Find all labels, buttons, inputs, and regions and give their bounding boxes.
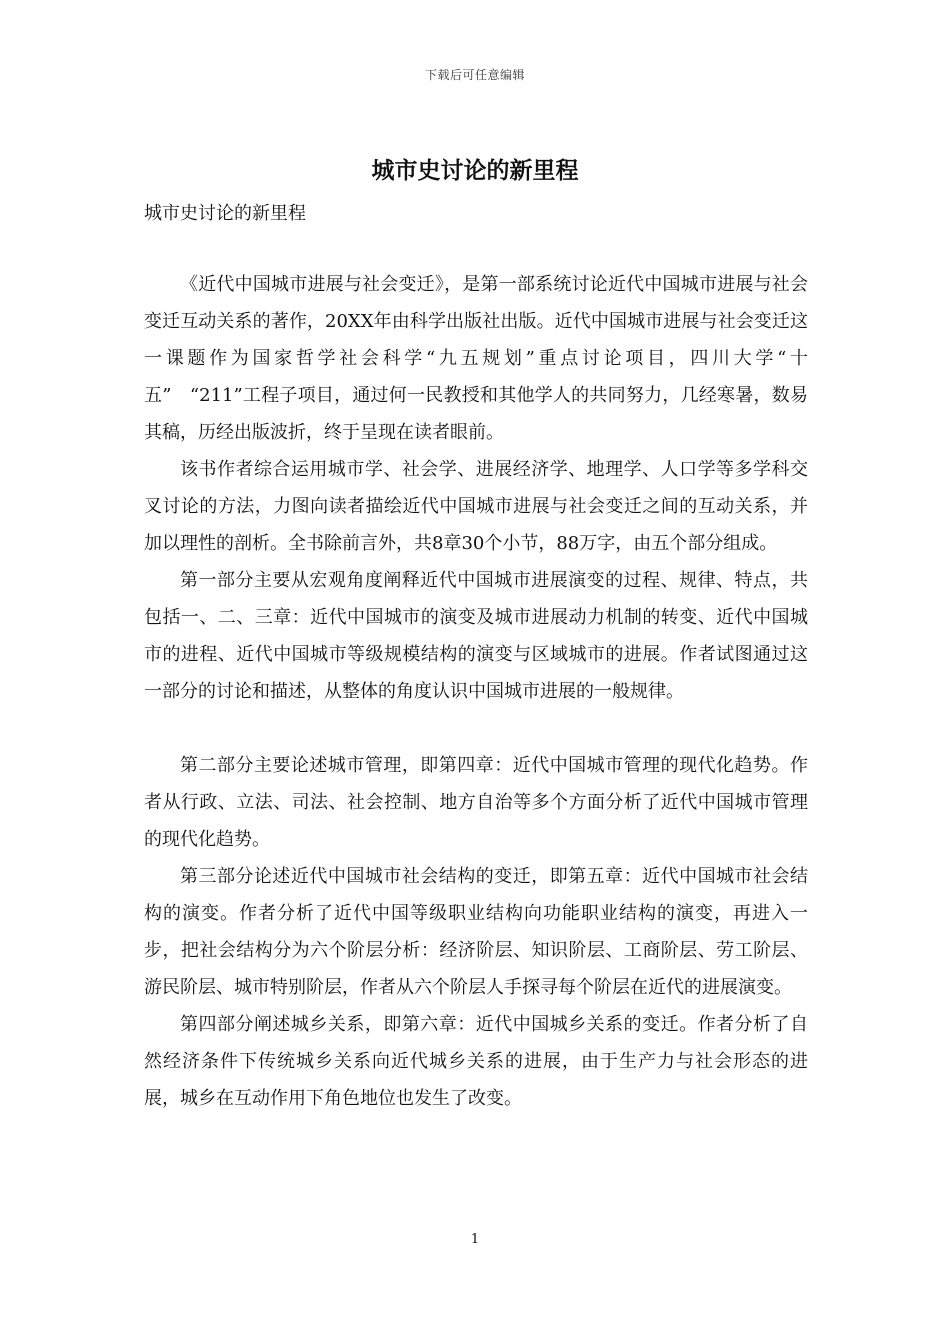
paragraph-methods: 该书作者综合运用城市学、社会学、进展经济学、地理学、人口学等多学科交叉讨论的方法，力图向读者描绘近代中国城市进展与社会变迁之间的互动关系，并加以理性的剖析。全书除前言外，共8章30个小节，88万字，由五个部分组成。 bbox=[144, 459, 808, 554]
paragraph-part-three: 第三部分论述近代中国城市社会结构的变迁，即第五章：近代中国城市社会结构的演变。作者分析了近代中国等级职业结构向功能职业结构的演变，再进入一步，把社会结构分为六个阶层分析：经济阶层、知识阶层、工商阶层、劳工阶层、游民阶层、城市特别阶层，作者从六个阶层人手探寻每个阶层在近代的进展演变。 bbox=[144, 866, 808, 998]
paragraph-part-one: 第一部分主要从宏观角度阐释近代中国城市进展演变的过程、规律、特点，共包括一、二、三章：近代中国城市的演变及城市进展动力机制的转变、近代中国城市的进程、近代中国城市等级规模结构的演变与区域城市的进展。作者试图通过这一部分的讨论和描述，从整体的角度认识中国城市进展的一般规律。 bbox=[144, 570, 808, 702]
paragraph-intro: 《近代中国城市进展与社会变迁》，是第一部系统讨论近代中国城市进展与社会变迁互动关系的著作，20XX年由科学出版社出版。近代中国城市进展与社会变迁这一课题作为国家哲学社会科学“九五规划”重点讨论项目，四川大学“十五” “211”工程子项目，通过何一民教授和其他学人的共同努力，几经寒暑，数易其稿，历经出版波折，终于呈现在读者眼前。 bbox=[144, 274, 808, 443]
paragraph-part-two: 第二部分主要论述城市管理，即第四章：近代中国城市管理的现代化趋势。作者从行政、立法、司法、社会控制、地方自治等多个方面分析了近代中国城市管理的现代化趋势。 bbox=[144, 755, 808, 850]
document-subtitle: 城市史讨论的新里程 bbox=[144, 203, 306, 224]
paragraph-part-four: 第四部分阐述城乡关系，即第六章：近代中国城乡关系的变迁。作者分析了自然经济条件下传统城乡关系向近代城乡关系的进展，由于生产力与社会形态的进展，城乡在互动作用下角色地位也发生了改变。 bbox=[144, 1014, 808, 1109]
download-note: 下载后可任意编辑 bbox=[424, 68, 525, 82]
document-body bbox=[144, 266, 808, 1117]
page-number: 1 bbox=[470, 1232, 480, 1247]
document-title: 城市史讨论的新里程 bbox=[371, 157, 579, 184]
